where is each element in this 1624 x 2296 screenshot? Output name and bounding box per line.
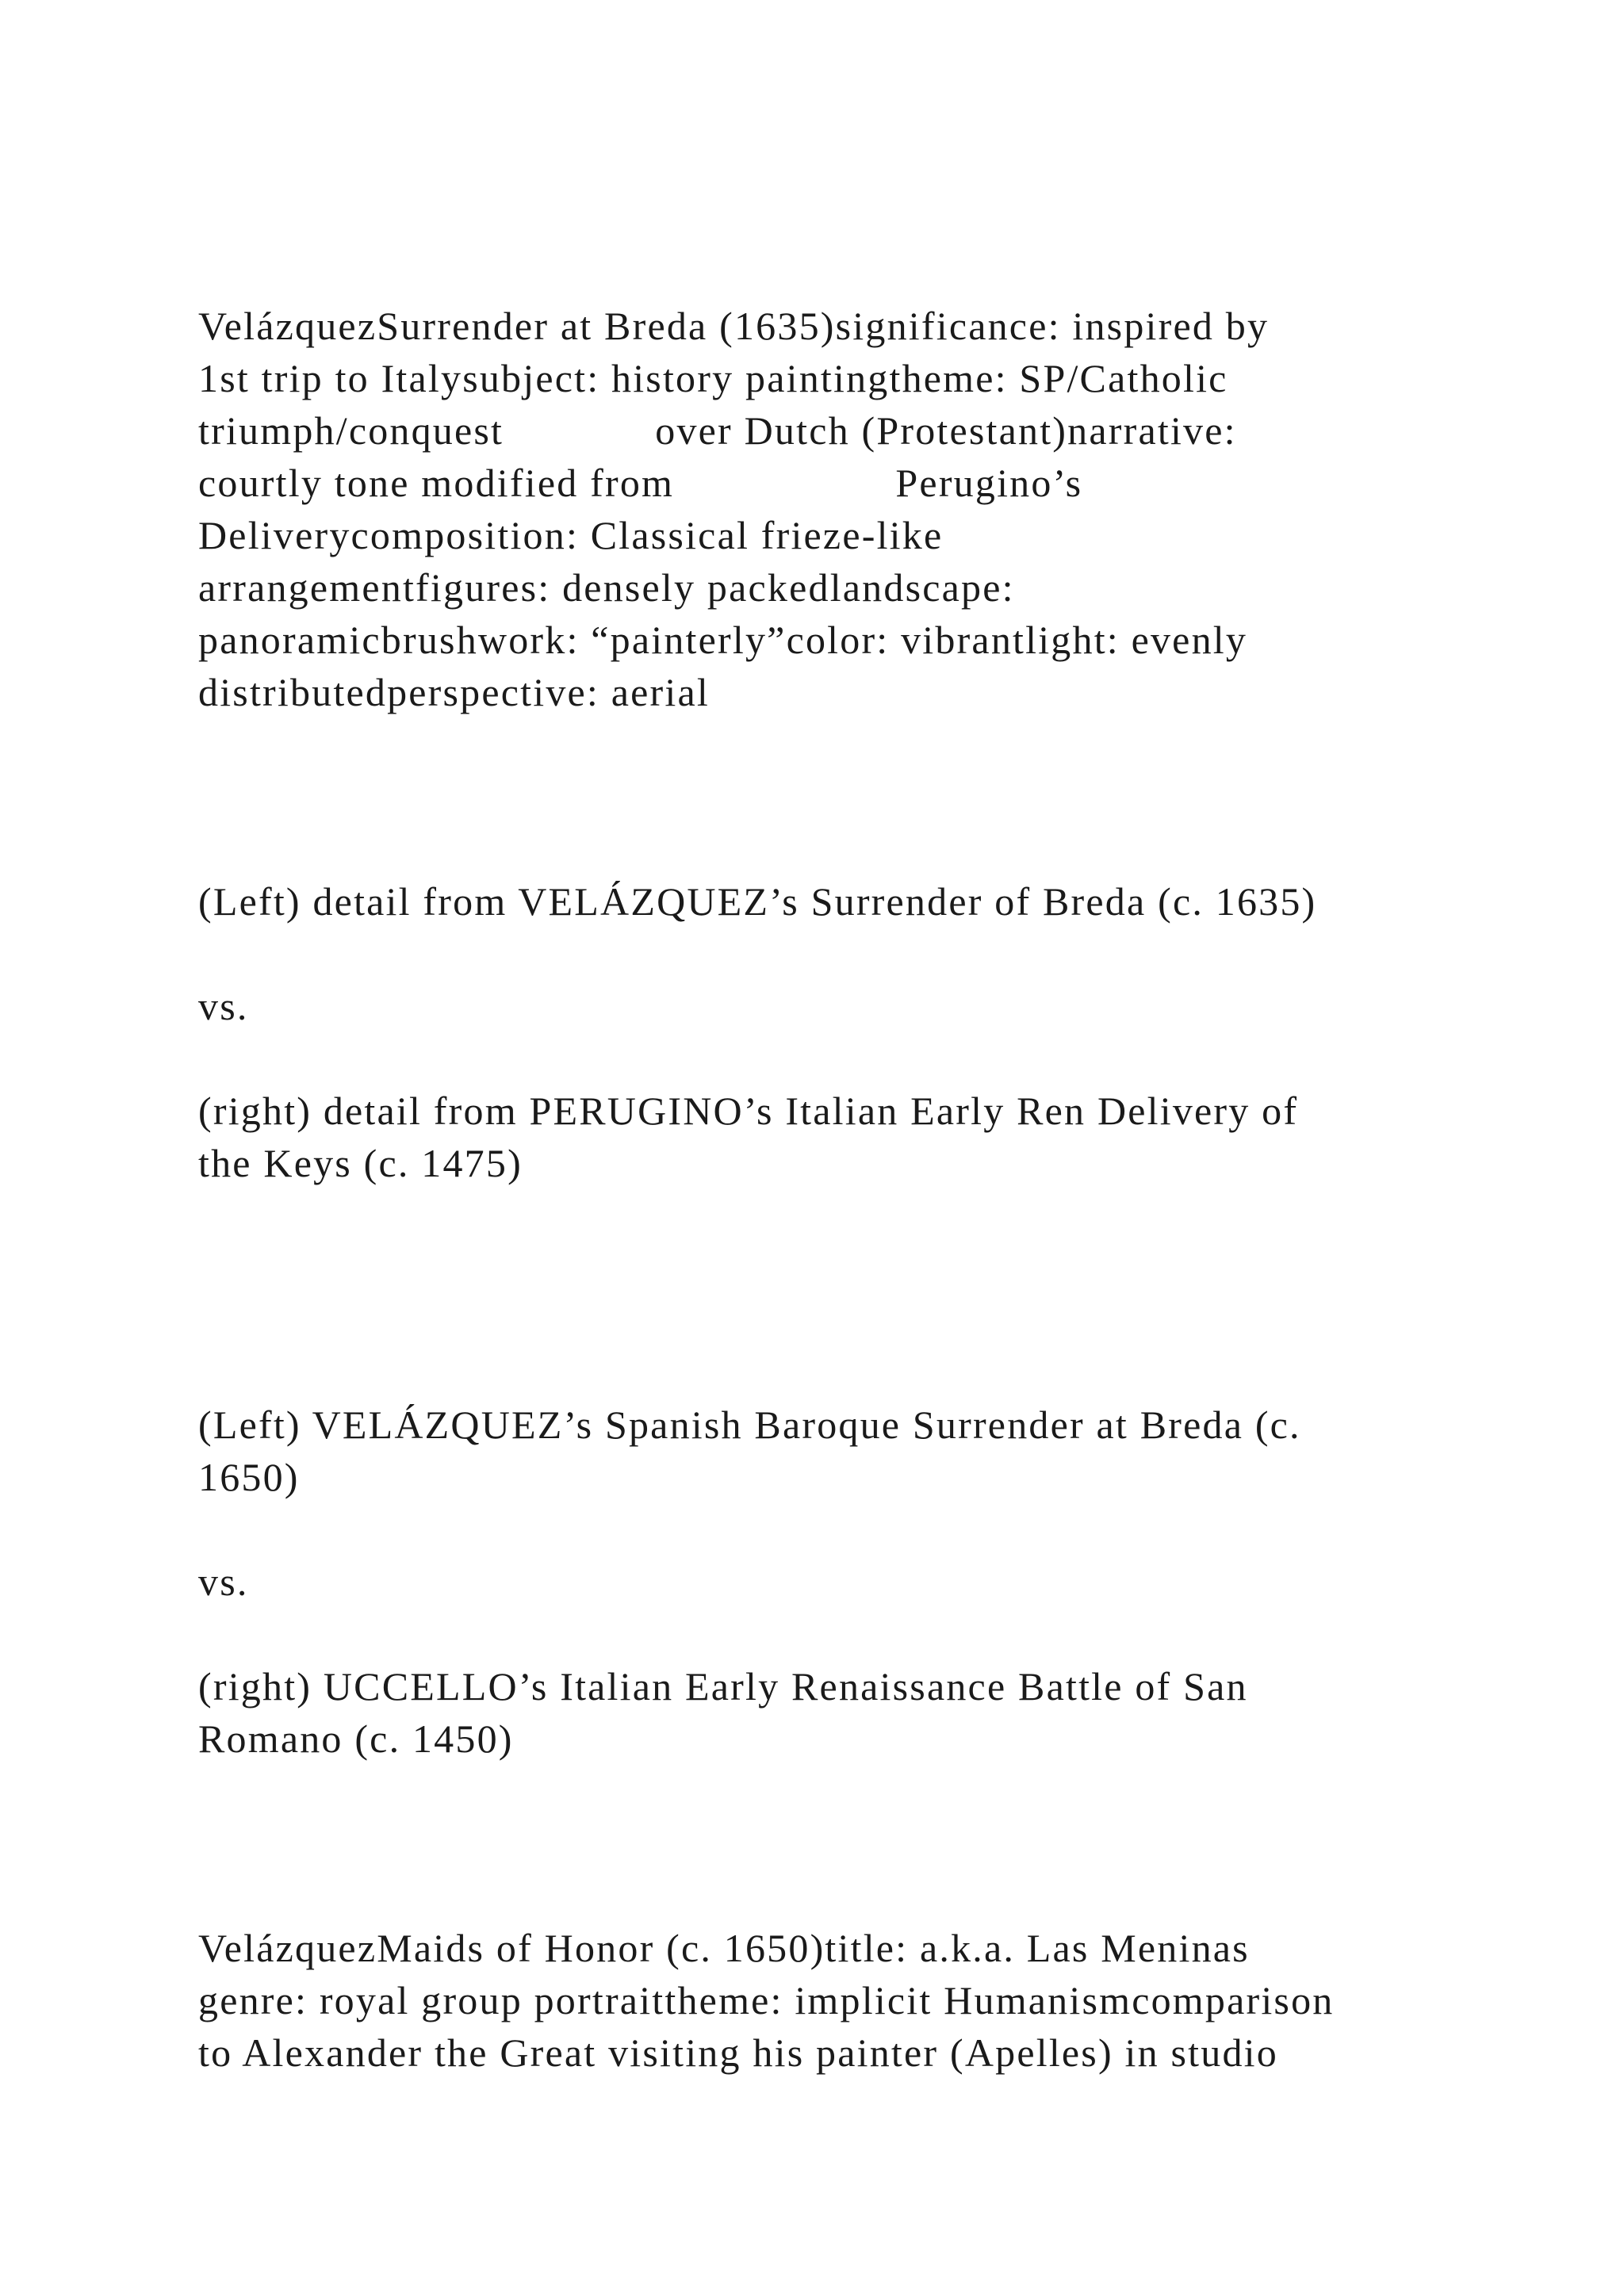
text-line: the Keys (c. 1475) (198, 1141, 523, 1185)
text-line: vs. (198, 1559, 249, 1604)
text-line: (right) detail from PERUGINO’s Italian Early Ren Delivery of (198, 1089, 1299, 1133)
text-line: genre: royal group portraittheme: implicit Humanismcomparison (198, 1978, 1335, 2022)
text-line: vs. (198, 984, 249, 1028)
text-line: (Left) detail from VELÁZQUEZ’s Surrender of Breda (c. 1635) (198, 879, 1317, 924)
text-line: Romano (c. 1450) (198, 1716, 514, 1761)
text-line: distributedperspective: aerial (198, 670, 710, 714)
text-line: 1st trip to Italysubject: history paintingtheme: SP/Catholic (198, 356, 1228, 400)
text-line: to Alexander the Great visiting his painter (Apelles) in studio (198, 2030, 1278, 2075)
text-line: triumph/conquest over Dutch (Protestant)narrative: (198, 408, 1237, 453)
text-line: (Left) VELÁZQUEZ’s Spanish Baroque Surrender at Breda (c. (198, 1402, 1301, 1447)
text-line: VelázquezMaids of Honor (c. 1650)title: a.k.a. Las Meninas (198, 1926, 1250, 1970)
text-line: VelázquezSurrender at Breda (1635)significance: inspired by (198, 304, 1270, 348)
text-line: 1650) (198, 1455, 300, 1499)
text-line: panoramicbrushwork: “painterly”color: vibrantlight: evenly (198, 618, 1248, 662)
text-line: arrangementfigures: densely packedlandscape: (198, 565, 1015, 610)
text-line: courtly tone modified from Perugino’s (198, 461, 1083, 505)
text-line: (right) UCCELLO’s Italian Early Renaissance Battle of San (198, 1664, 1248, 1709)
text-line: Deliverycomposition: Classical frieze-like (198, 513, 944, 557)
